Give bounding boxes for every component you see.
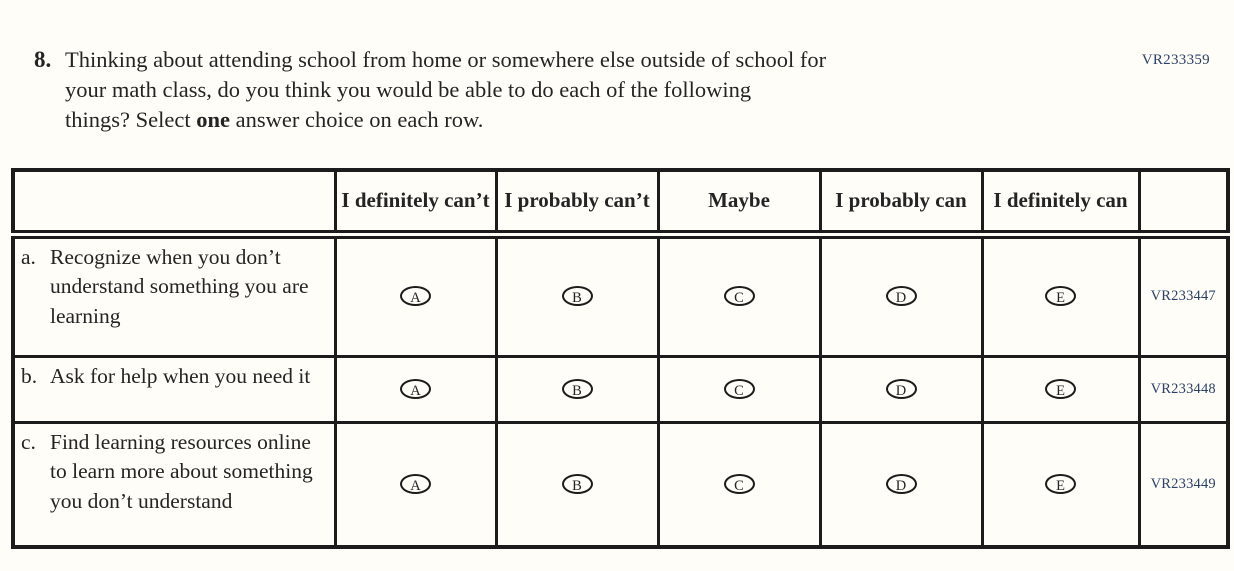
- answer-cell: [982, 422, 1139, 547]
- row-code: VR233448: [1139, 356, 1228, 422]
- row-label: [13, 422, 335, 547]
- answer-cell: [658, 234, 820, 356]
- row-label-text: Ask for help when you need it: [50, 363, 311, 388]
- answer-cell: [982, 234, 1139, 356]
- answer-bubble-e[interactable]: E: [1045, 379, 1076, 399]
- answer-bubble-b[interactable]: B: [562, 474, 593, 494]
- answer-bubble-a[interactable]: A: [400, 379, 431, 399]
- row-label-text: Recognize when you don’t understand something you are learning: [50, 244, 309, 328]
- question-line-2: your math class, do you think you would be able to do each of the following: [65, 77, 752, 102]
- answer-cell: [496, 422, 658, 547]
- table-row-a: [13, 234, 1228, 356]
- row-label: [13, 234, 335, 356]
- answer-cell: [335, 356, 496, 422]
- header-probably-can: I probably can: [820, 170, 982, 234]
- answer-cell: [335, 422, 496, 547]
- question-text: [65, 45, 826, 135]
- row-letter: a.: [21, 244, 36, 269]
- table-row-c: [13, 422, 1228, 547]
- header-row: [13, 170, 1228, 234]
- answer-cell: [496, 234, 658, 356]
- header-definitely-can: I definitely can: [982, 170, 1139, 234]
- answer-bubble-e[interactable]: E: [1045, 286, 1076, 306]
- answer-bubble-d[interactable]: D: [886, 474, 917, 494]
- row-letter: c.: [21, 429, 36, 454]
- question-line-1: Thinking about attending school from home or somewhere else outside of school for: [65, 47, 827, 72]
- answer-bubble-e[interactable]: E: [1045, 474, 1076, 494]
- header-maybe: Maybe: [658, 170, 820, 234]
- answer-cell: [820, 422, 982, 547]
- answer-bubble-b[interactable]: B: [562, 379, 593, 399]
- question-line-3: things? Select one answer choice on each row.: [65, 107, 484, 132]
- row-code: VR233447: [1139, 234, 1228, 356]
- row-letter: b.: [21, 363, 38, 388]
- answer-cell: [496, 356, 658, 422]
- answer-bubble-c[interactable]: C: [724, 379, 755, 399]
- header-code-blank: [1139, 170, 1228, 234]
- answer-cell: [658, 422, 820, 547]
- answer-bubble-b[interactable]: B: [562, 286, 593, 306]
- row-label-text: Find learning resources online to learn more about something you don’t understand: [50, 429, 313, 513]
- answer-bubble-c[interactable]: C: [724, 286, 755, 306]
- answer-bubble-d[interactable]: D: [886, 379, 917, 399]
- question-block: [34, 45, 1234, 135]
- answer-bubble-a[interactable]: A: [400, 286, 431, 306]
- answer-bubble-d[interactable]: D: [886, 286, 917, 306]
- row-label: [13, 356, 335, 422]
- header-probably-cant: I probably can’t: [496, 170, 658, 234]
- answer-bubble-c[interactable]: C: [724, 474, 755, 494]
- answer-cell: [982, 356, 1139, 422]
- question-number: 8.: [34, 47, 52, 72]
- answer-cell: [658, 356, 820, 422]
- header-blank: [13, 170, 335, 234]
- header-definitely-cant: I definitely can’t: [335, 170, 496, 234]
- answer-cell: [820, 356, 982, 422]
- row-code: VR233449: [1139, 422, 1228, 547]
- answer-cell: [820, 234, 982, 356]
- page-code: VR233359: [1141, 52, 1210, 68]
- survey-matrix-table: [11, 168, 1230, 549]
- bold-word: one: [196, 107, 230, 132]
- answer-cell: [335, 234, 496, 356]
- answer-bubble-a[interactable]: A: [400, 474, 431, 494]
- table-row-b: [13, 356, 1228, 422]
